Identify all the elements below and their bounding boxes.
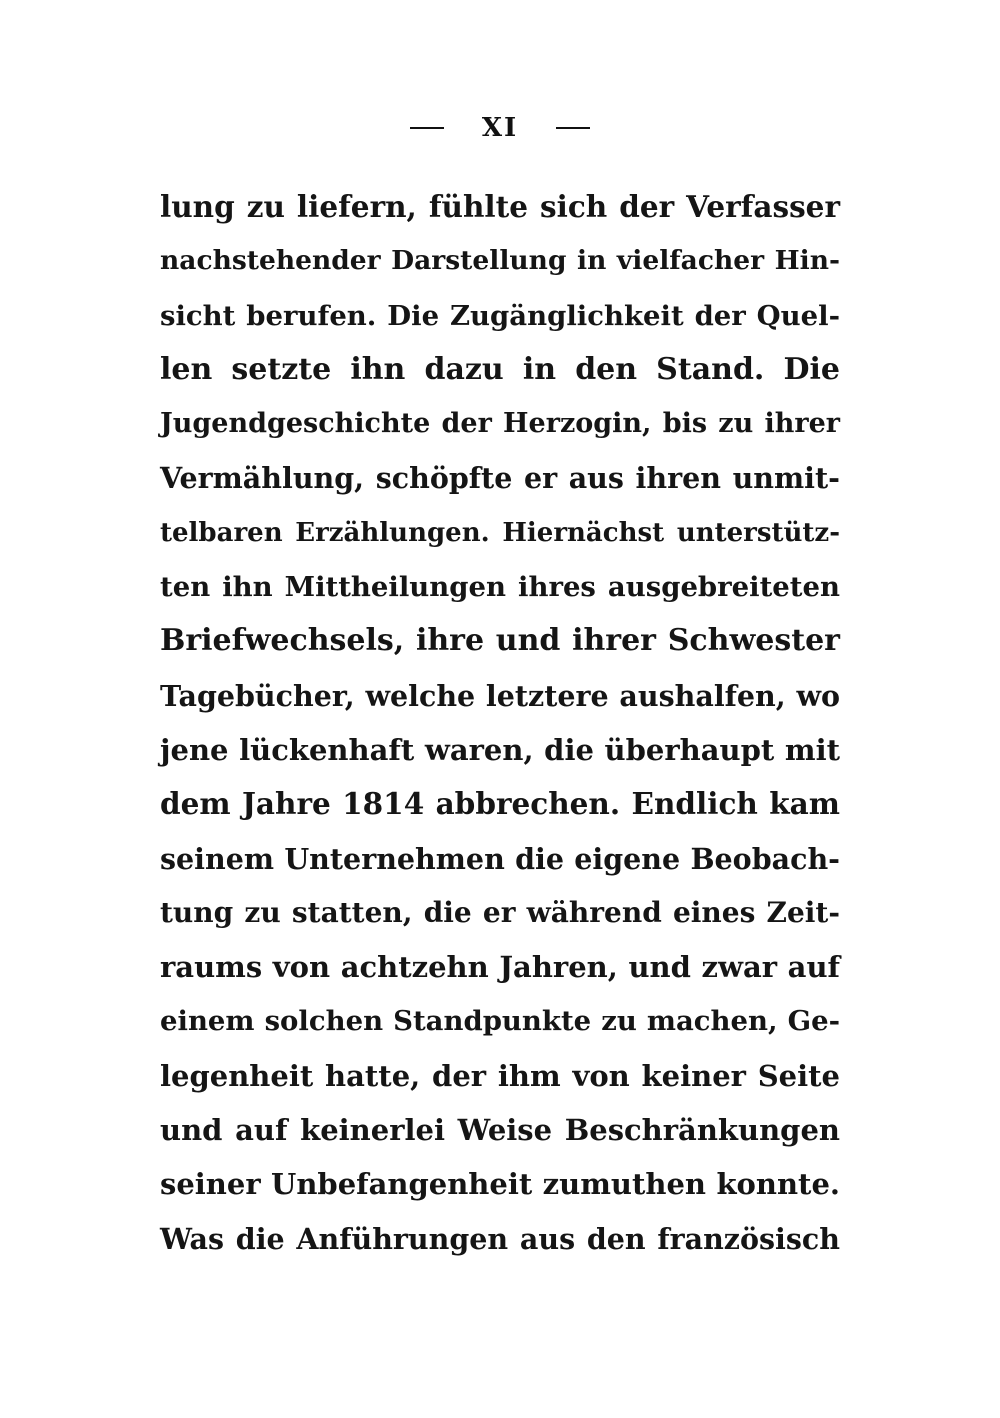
text-line: legenheit hatte, der ihm von keiner Seite <box>160 1058 840 1093</box>
text-line: lung zu liefern, fühlte sich der Verfasser <box>160 189 840 224</box>
text-line: seiner Unbefangenheit zumuthen konnte. <box>160 1167 840 1202</box>
text-line: tung zu statten, die er während eines Zeit- <box>160 895 840 929</box>
text-line: Was die Anführungen aus den französisch <box>160 1221 840 1256</box>
body-text <box>160 180 840 1266</box>
page-header <box>0 112 1000 152</box>
text-line: Jugendgeschichte der Herzogin, bis zu ihrer <box>160 408 840 440</box>
text-line: Tagebücher, welche letztere aushalfen, wo <box>160 678 840 713</box>
text-line: nachstehender Darstellung in vielfacher Hin- <box>160 245 840 277</box>
page-number: XI <box>481 113 519 143</box>
text-line: seinem Unternehmen die eigene Beobach- <box>160 841 840 876</box>
text-line: ten ihn Mittheilungen ihres ausgebreiteten <box>160 571 840 604</box>
text-line: und auf keinerlei Weise Beschränkungen <box>160 1113 840 1148</box>
text-line: len setzte ihn dazu in den Stand. Die <box>160 351 840 387</box>
header-dash-right <box>556 127 590 129</box>
text-line: dem Jahre 1814 abbrechen. Endlich kam <box>160 786 840 822</box>
text-line: Vermählung, schöpfte er aus ihren unmit- <box>160 461 840 496</box>
text-line: raums von achtzehn Jahren, und zwar auf <box>160 950 840 985</box>
text-line: einem solchen Standpunkte zu machen, Ge- <box>160 1005 840 1038</box>
text-line: Briefwechsels, ihre und ihrer Schwester <box>160 623 840 659</box>
text-line: telbaren Erzählungen. Hiernächst unterstütz- <box>160 517 840 548</box>
text-line: sicht berufen. Die Zugänglichkeit der Quel- <box>160 299 840 332</box>
header-dash-left <box>410 127 444 129</box>
text-line: jene lückenhaft waren, die überhaupt mit <box>160 732 840 767</box>
